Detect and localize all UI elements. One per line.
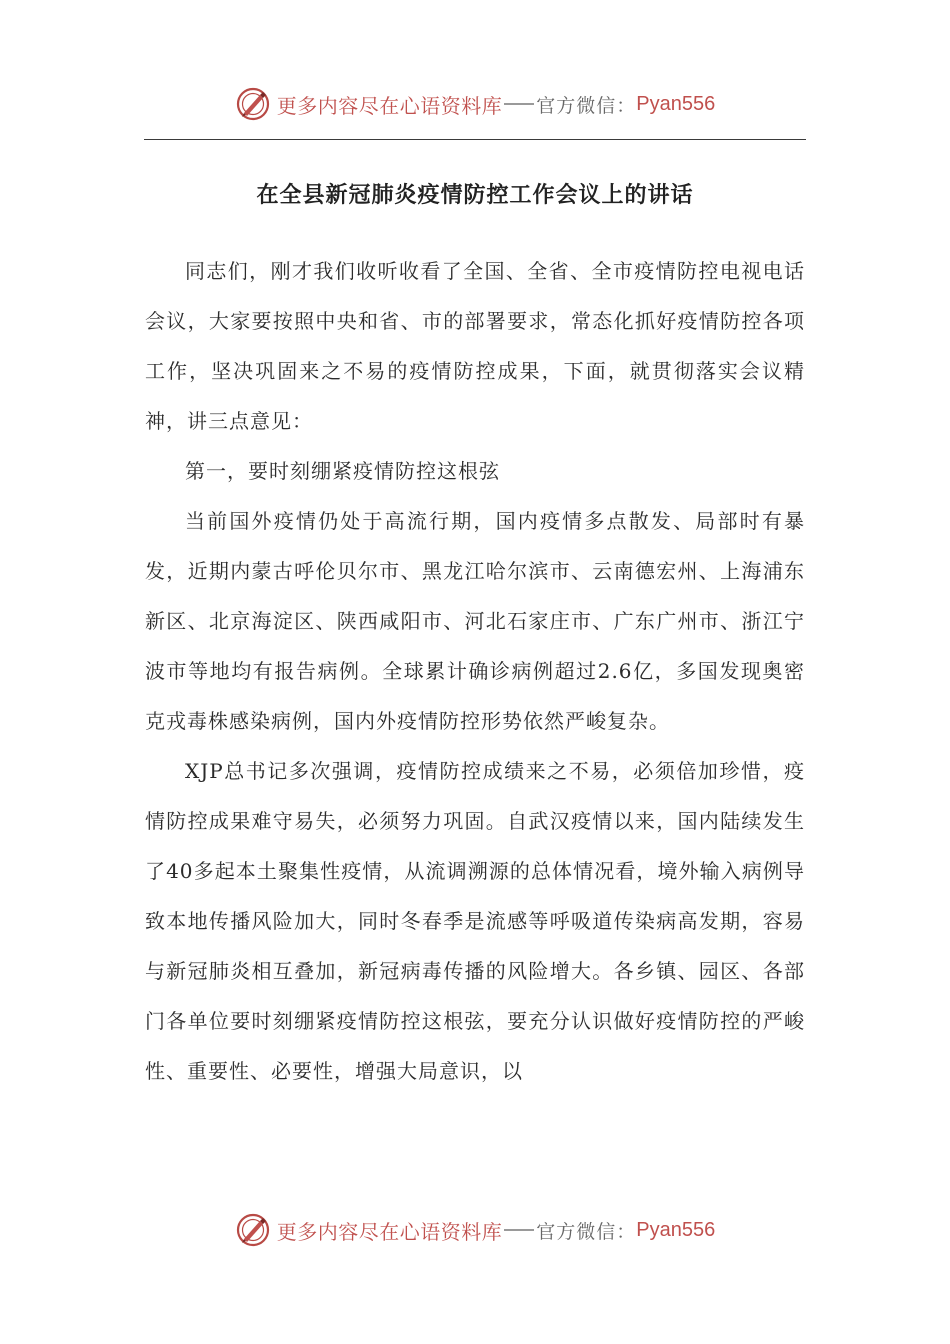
banner-dash [504,103,534,105]
header-banner [0,82,950,126]
section-heading: 第一，要时刻绷紧疫情防控这根弦 [185,459,500,483]
pen-logo-icon [235,1212,271,1248]
document-title: 在全县新冠肺炎疫情防控工作会议上的讲话 [256,183,694,208]
brand-text: 更多内容尽在心语资料库 [276,1219,503,1244]
official-wechat-label: 官方微信： [536,94,637,117]
wechat-id: Pyan556 [636,92,716,115]
paragraph: 当前国外疫情仍处于高流行期，国内疫情多点散发、局部时有暴发，近期内蒙古呼伦贝尔市、黑龙江哈尔滨市、云南德宏州、上海浦东新区、北京海淀区、陕西咸阳市、河北石家庄市、广东广州市、浙江宁波市等地均有报告病例。全球累计确诊病例超过2.6亿，多国发现奥密克戎毒株感染病例，国内外疫情防控形势依然严峻复杂。 [145,509,805,733]
paragraph: XJP总书记多次强调，疫情防控成绩来之不易，必须倍加珍惜，疫情防控成果难守易失，必须努力巩固。自武汉疫情以来，国内陆续发生了40多起本土聚集性疫情，从流调溯源的总体情况看，境外输入病例导致本地传播风险加大，同时冬春季是流感等呼吸道传染病高发期，容易与新冠肺炎相互叠加，新冠病毒传播的风险增大。各乡镇、园区、各部门各单位要时刻绷紧疫情防控这根弦，要充分认识做好疫情防控的严峻性、重要性、必要性，增强大局意识，以 [145,759,805,1083]
header-divider [144,139,806,140]
brand-text: 更多内容尽在心语资料库 [276,93,503,118]
paragraph: 同志们，刚才我们收听收看了全国、全省、全市疫情防控电视电话会议，大家要按照中央和省、市的部署要求，常态化抓好疫情防控各项工作，坚决巩固来之不易的疫情防控成果，下面，就贯彻落实会议精神，讲三点意见： [145,259,805,433]
document-body [145,246,805,1096]
wechat-id: Pyan556 [636,1218,716,1241]
banner-dash [504,1229,534,1231]
pen-logo-icon [235,86,271,122]
official-wechat-label: 官方微信： [536,1220,637,1243]
footer-banner [0,1208,950,1252]
